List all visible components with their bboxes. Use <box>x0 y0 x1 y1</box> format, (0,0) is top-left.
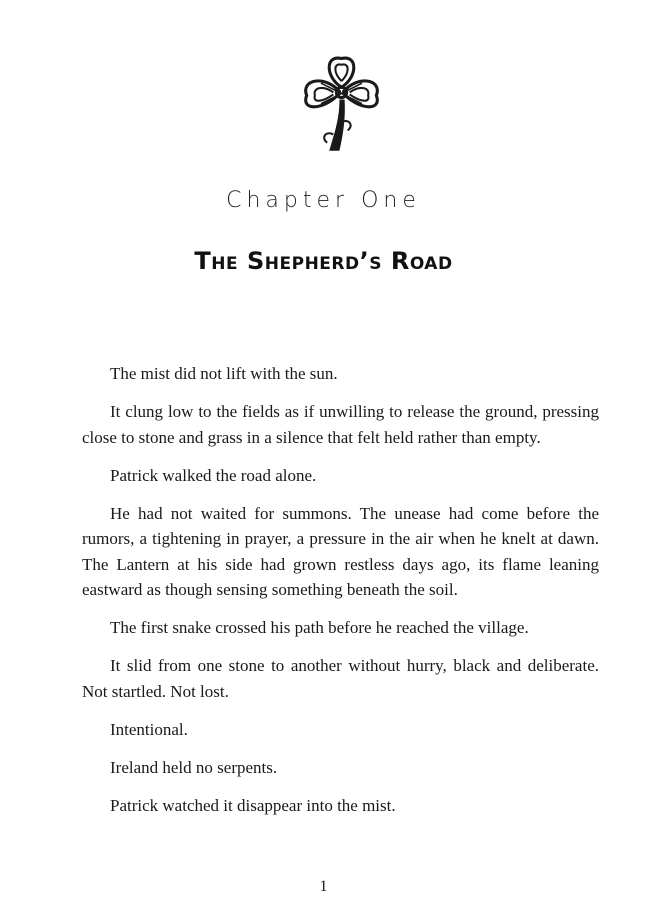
paragraph: Patrick walked the road alone. <box>110 465 317 485</box>
paragraph: The mist did not lift with the sun. <box>110 364 338 383</box>
paragraph: It slid from one stone to another without hurry, black and deliberate. Not startled. Not lost. <box>82 656 599 701</box>
paragraph: Ireland held no serpents. <box>110 757 278 777</box>
paragraph: He had not waited for summons. The unease had come before the rumors, a tightening in prayer, a pressure in the air when he knelt at dawn. The Lantern at his side had grown restless days ago, its flame leaning eastward as though sensing something beneath the soil. <box>82 503 599 599</box>
paragraph: Intentional. <box>110 719 188 739</box>
paragraph: Patrick watched it disappear into the mist. <box>110 795 396 815</box>
chapter-title: The Shepherd’s Road <box>194 247 453 275</box>
chapter-label: Chapter One <box>226 188 421 213</box>
page-number: 1 <box>319 878 328 895</box>
chapter-body <box>82 361 599 831</box>
paragraph: The first snake crossed his path before he reached the village. <box>110 618 529 637</box>
paragraph: It clung low to the fields as if unwilling to release the ground, pressing close to stone and grass in a silence that felt held rather than empty. <box>82 402 599 447</box>
celtic-shamrock-icon <box>280 36 403 159</box>
